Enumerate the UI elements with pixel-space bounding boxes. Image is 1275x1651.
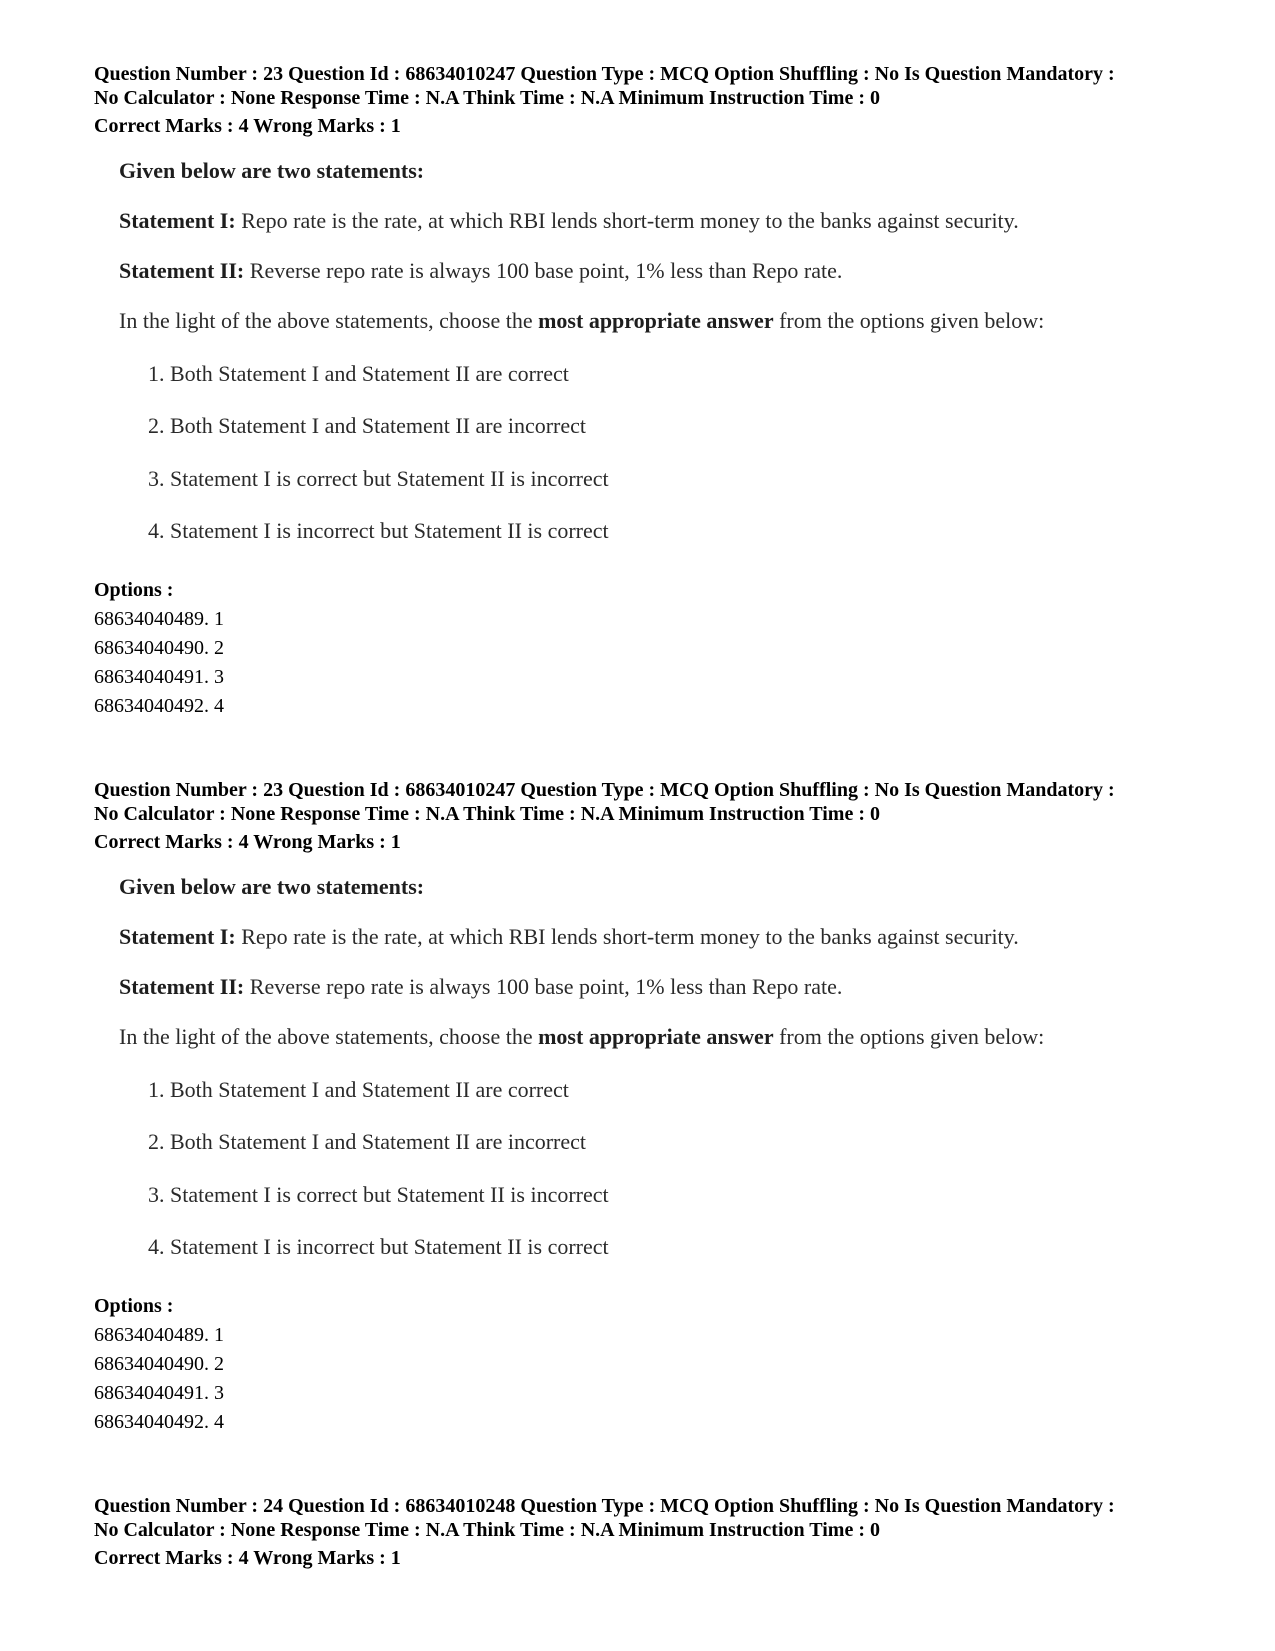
marks-line: Correct Marks : 4 Wrong Marks : 1 <box>94 115 401 137</box>
option-id: 68634040492. 4 <box>94 695 224 717</box>
answer-choice: 3. Statement I is correct but Statement II is incorrect <box>148 466 609 491</box>
question-meta-line: Question Number : 23 Question Id : 68634010247 Question Type : MCQ Option Shuffling : No Is Question Mandatory : <box>94 779 1115 801</box>
marks-line: Correct Marks : 4 Wrong Marks : 1 <box>94 1547 401 1569</box>
question-block <box>94 1494 1214 1570</box>
option-id: 68634040492. 4 <box>94 1411 224 1433</box>
statement-one: Statement I: Repo rate is the rate, at which RBI lends short-term money to the banks against security. <box>119 924 1019 949</box>
question-meta-line: Question Number : 23 Question Id : 68634010247 Question Type : MCQ Option Shuffling : No Is Question Mandatory : <box>94 63 1115 85</box>
answer-choice: 1. Both Statement I and Statement II are correct <box>148 1077 569 1102</box>
statement-two: Statement II: Reverse repo rate is always 100 base point, 1% less than Repo rate. <box>119 258 843 283</box>
question-header <box>94 778 1214 854</box>
question-instruction: In the light of the above statements, choose the most appropriate answer from the options given below: <box>119 308 1045 333</box>
options-label: Options : <box>94 1295 174 1317</box>
question-block <box>94 62 1214 717</box>
question-header <box>94 1494 1214 1570</box>
statement-one: Statement I: Repo rate is the rate, at which RBI lends short-term money to the banks against security. <box>119 208 1019 233</box>
answer-choice: 4. Statement I is incorrect but Statement II is correct <box>148 1234 609 1259</box>
question-meta-line: Question Number : 24 Question Id : 68634010248 Question Type : MCQ Option Shuffling : No Is Question Mandatory : <box>94 1495 1115 1517</box>
marks-line: Correct Marks : 4 Wrong Marks : 1 <box>94 831 401 853</box>
option-id: 68634040489. 1 <box>94 1324 224 1346</box>
answer-choice: 4. Statement I is incorrect but Statement II is correct <box>148 518 609 543</box>
question-meta-line: No Calculator : None Response Time : N.A Think Time : N.A Minimum Instruction Time : 0 <box>94 87 880 109</box>
options-list <box>94 1292 224 1437</box>
statement-two: Statement II: Reverse repo rate is always 100 base point, 1% less than Repo rate. <box>119 974 843 999</box>
question-instruction: In the light of the above statements, choose the most appropriate answer from the options given below: <box>119 1024 1045 1049</box>
question-meta-line: No Calculator : None Response Time : N.A Think Time : N.A Minimum Instruction Time : 0 <box>94 1519 880 1541</box>
answer-choice: 1. Both Statement I and Statement II are correct <box>148 361 569 386</box>
option-id: 68634040491. 3 <box>94 1382 224 1404</box>
question-header <box>94 62 1214 138</box>
answer-choice: 2. Both Statement I and Statement II are incorrect <box>148 1129 587 1154</box>
option-id: 68634040490. 2 <box>94 1353 224 1375</box>
option-id: 68634040491. 3 <box>94 666 224 688</box>
answer-choice: 2. Both Statement I and Statement II are incorrect <box>148 413 587 438</box>
question-meta-line: No Calculator : None Response Time : N.A Think Time : N.A Minimum Instruction Time : 0 <box>94 803 880 825</box>
option-id: 68634040490. 2 <box>94 637 224 659</box>
question-intro: Given below are two statements: <box>119 874 425 899</box>
options-label: Options : <box>94 579 174 601</box>
question-block <box>94 778 1214 1433</box>
answer-choice: 3. Statement I is correct but Statement II is incorrect <box>148 1182 609 1207</box>
options-list <box>94 576 224 721</box>
question-intro: Given below are two statements: <box>119 158 425 183</box>
option-id: 68634040489. 1 <box>94 608 224 630</box>
